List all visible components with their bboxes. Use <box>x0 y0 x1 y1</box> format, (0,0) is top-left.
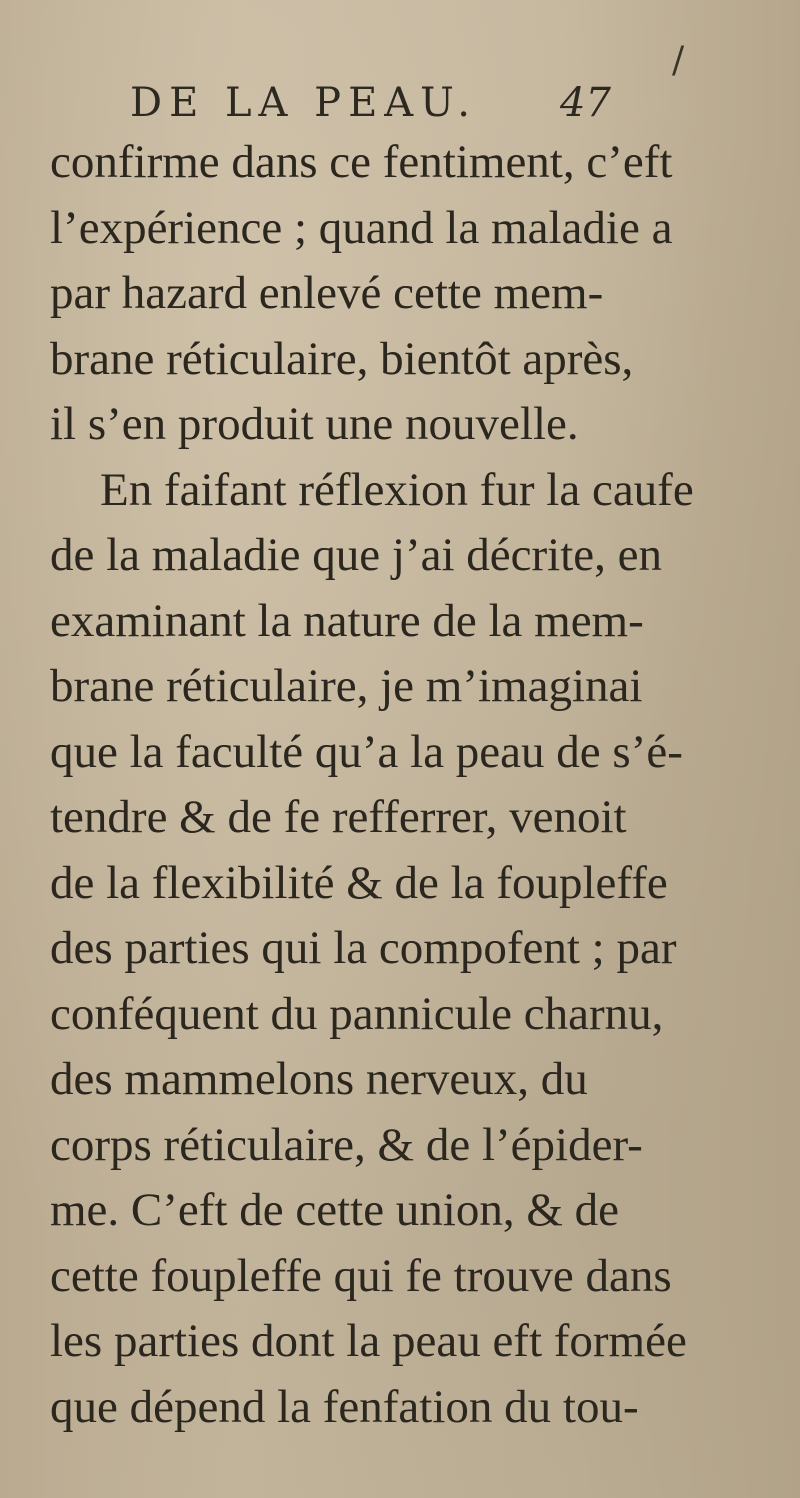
page-edge-mark: / <box>672 40 685 81</box>
text-line: me. C’eft de cette union, & de <box>50 1184 620 1236</box>
text-line: brane réticulaire, bientôt après, <box>50 332 634 385</box>
text-line: il s’en produit une nouvelle. <box>50 398 579 450</box>
text-line: des parties qui la compofent ; par <box>50 922 677 974</box>
text-line: corps réticulaire, & de l’épider- <box>50 1118 643 1171</box>
text-line: des mammelons nerveux, du <box>50 1053 588 1105</box>
text-line: les parties dont la peau eft formée <box>50 1315 687 1367</box>
text-line: brane réticulaire, je m’imaginai <box>50 660 643 712</box>
text-line: de la flexibilité & de la foupleffe <box>50 856 668 909</box>
text-line: examinant la nature de la mem- <box>50 594 644 647</box>
text-line: confirme dans ce fentiment, c’eft <box>50 136 673 188</box>
text-line: que la faculté qu’a la peau de s’é- <box>50 725 683 778</box>
text-line: cette foupleffe qui fe trouve dans <box>50 1249 672 1302</box>
body-text <box>50 130 770 1440</box>
running-head-title: DE LA PEAU. <box>130 80 477 126</box>
text-line: l’expérience ; quand la maladie a <box>50 201 673 254</box>
text-line: que dépend la fenfation du tou- <box>50 1380 639 1433</box>
text-line: par hazard enlevé cette mem- <box>50 267 604 319</box>
text-line: conféquent du pannicule charnu, <box>50 987 664 1040</box>
text-line: de la maladie que j’ai décrite, en <box>50 529 662 581</box>
text-line: tendre & de fe refferrer, venoit <box>50 791 627 843</box>
paragraph-first-line: En faifant réflexion fur la caufe <box>100 463 694 516</box>
page-number: 47 <box>560 80 611 126</box>
